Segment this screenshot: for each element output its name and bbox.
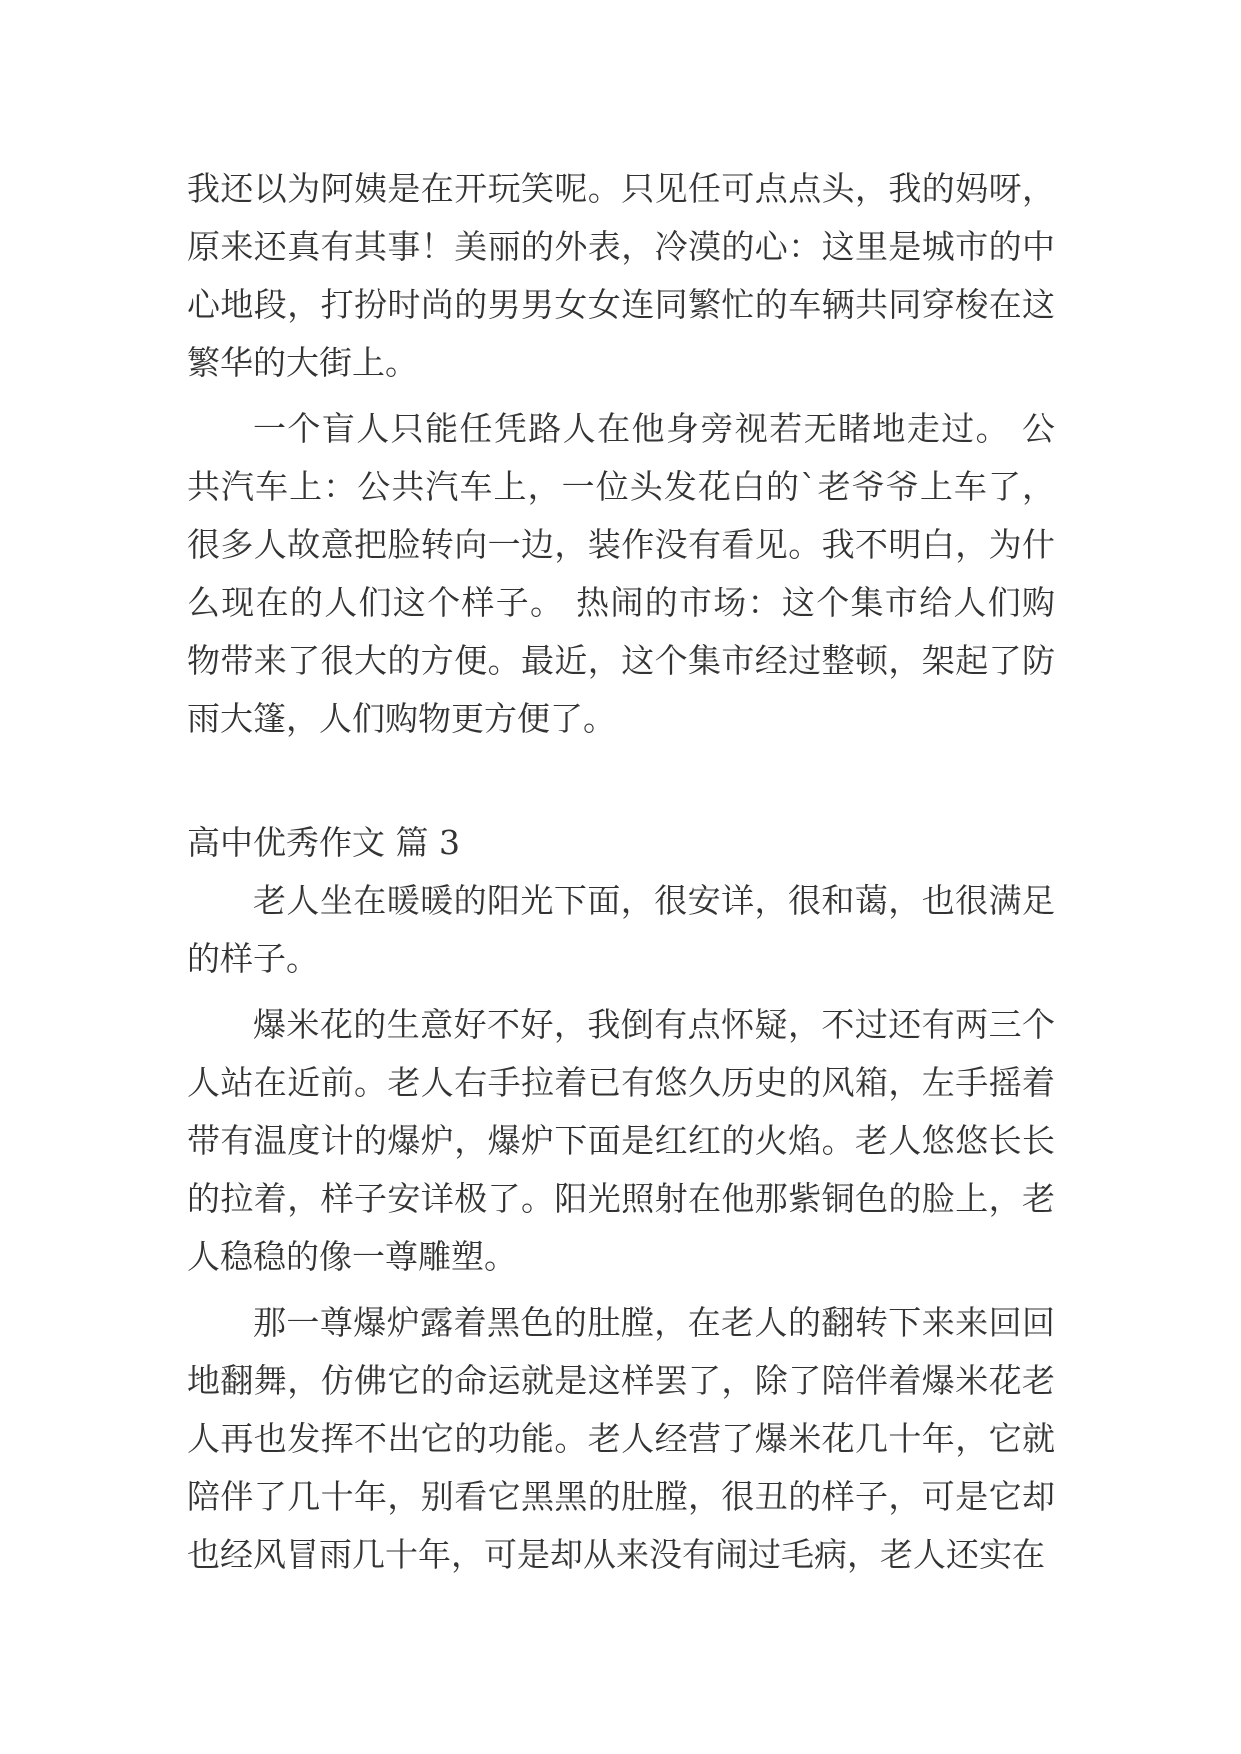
paragraph: 老人坐在暖暖的阳光下面，很安详，很和蔼，也很满足的样子。 <box>187 881 1055 978</box>
paragraph-continued: 我还以为阿姨是在开玩笑呢。只见任可点点头，我的妈呀，原来还真有其事！美丽的外表，冷漠的心：这里是城市的中心地段，打扮时尚的男男女女连同繁忙的车辆共同穿梭在这繁华的大街上。 <box>187 169 1055 382</box>
document-body <box>187 160 1055 1584</box>
section-title: 高中优秀作文 篇 3 <box>187 823 460 862</box>
paragraph: 一个盲人只能任凭路人在他身旁视若无睹地走过。 公共汽车上：公共汽车上，一位头发花白的`老爷爷上车了，很多人故意把脸转向一边，装作没有看见。我不明白，为什么现在的人们这个样子。 热闹的市场：这个集市给人们购物带来了很大的方便。最近，这个集市经过整顿，架起了防雨大篷，人们购物更方便了。 <box>187 409 1055 738</box>
paragraph: 爆米花的生意好不好，我倒有点怀疑，不过还有两三个人站在近前。老人右手拉着已有悠久历史的风箱，左手摇着带有温度计的爆炉，爆炉下面是红红的火焰。老人悠悠长长的拉着，样子安详极了。阳光照射在他那紫铜色的脸上，老人稳稳的像一尊雕塑。 <box>187 1005 1055 1276</box>
paragraph: 那一尊爆炉露着黑色的肚膛，在老人的翻转下来来回回地翻舞，仿佛它的命运就是这样罢了，除了陪伴着爆米花老人再也发挥不出它的功能。老人经营了爆米花几十年，它就陪伴了几十年，别看它黑黑的肚膛，很丑的样子，可是它却也经风冒雨几十年，可是却从来没有闹过毛病，老人还实在 <box>187 1303 1055 1574</box>
